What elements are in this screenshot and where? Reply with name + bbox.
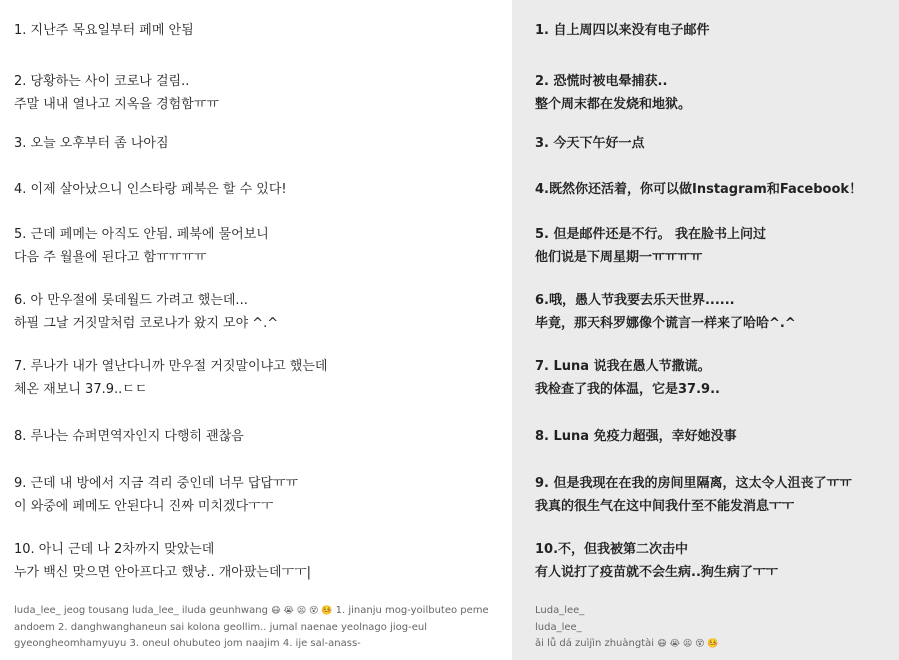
korean-item-4 (14, 178, 287, 201)
chinese-item-9 (535, 472, 852, 518)
korean-item-line: 6. 아 만우절에 롯데월드 가려고 했는데... (14, 293, 248, 308)
korean-item-line: 주말 내내 열나고 지옥을 경험함ㅠㅠ (14, 97, 219, 112)
chinese-item-4 (535, 178, 862, 201)
korean-item-line: 하필 그날 거짓말처럼 코로나가 왔지 모야 ^.^ (14, 316, 279, 331)
korean-item-line: 1. 지난주 목요일부터 페메 안됨 (14, 23, 194, 38)
korean-item-line: 누가 백신 맞으면 안아프다고 했냥.. 개아팠는데ㅜㅜ| (14, 565, 312, 580)
korean-item-line: 3. 오늘 오후부터 좀 나아짐 (14, 136, 169, 151)
chinese-item-line: 3. 今天下午好一点 (535, 136, 645, 151)
caption-username-2: luda_lee_ (535, 621, 582, 633)
chinese-item-line: 7. Luna 说我在愚人节撒谎。 (535, 359, 711, 374)
korean-item-line: 4. 이제 살아났으니 인스타랑 페북은 할 수 있다! (14, 182, 287, 197)
chinese-item-line: 我检查了我的体温，它是37.9.. (535, 382, 720, 397)
korean-item-line: 8. 루나는 슈퍼면역자인지 다행히 괜찮음 (14, 429, 244, 444)
chinese-item-line: 整个周末都在发烧和地狱。 (535, 97, 692, 112)
chinese-translation-panel (512, 0, 899, 660)
korean-item-line: 10. 아니 근데 나 2차까지 맞았는데 (14, 542, 215, 557)
korean-item-line: 체온 재보니 37.9..ㄷㄷ (14, 382, 148, 397)
korean-item-line: 2. 당황하는 사이 코로나 걸림.. (14, 74, 190, 89)
chinese-item-5 (535, 223, 766, 269)
korean-item-line: 이 와중에 페메도 안된다니 진짜 미치겠다ㅜㅜ (14, 499, 274, 514)
caption-username: Luda_lee_ (535, 605, 585, 616)
chinese-item-7 (535, 355, 720, 401)
korean-caption-names: luda_lee_ jeog tousang luda_lee_ iluda geunhwang (14, 605, 268, 616)
korean-romanization-caption (14, 603, 500, 653)
chinese-item-line: 我真的很生气在这中间我什至不能发消息ㅜㅜ (535, 499, 795, 514)
korean-caption-romanization: 1. jinanju mog-yoilbuteo peme andoem 2. danghwanghaneun sai kolona geollim.. jumal naenae yeolnago jiog-eul gyeongheomhamyuyu 3. oneul ohubuteo jom naajim 4. ije sal-anass- (14, 605, 489, 649)
korean-item-6 (14, 289, 278, 335)
chinese-item-line: 6.哦，愚人节我要去乐天世界...... (535, 293, 735, 308)
chinese-item-line: 2. 恐慌时被电晕捕获.. (535, 74, 668, 89)
korean-item-line: 9. 근데 내 방에서 지금 격리 중인데 너무 답답ㅠㅠ (14, 476, 299, 491)
chinese-item-2 (535, 70, 691, 116)
korean-item-line: 다음 주 월욜에 된다고 함ㅠㅠㅠㅠ (14, 250, 207, 265)
chinese-item-6 (535, 289, 796, 335)
chinese-caption (535, 603, 875, 653)
korean-item-10 (14, 538, 311, 584)
korean-item-3 (14, 132, 169, 155)
chinese-item-line: 毕竟，那天科罗娜像个谎言一样来了哈哈^.^ (535, 316, 796, 331)
sick-emoji-icons: 😷 😭 😫 😵 🤒 (271, 606, 333, 616)
chinese-item-line: 5. 但是邮件还是不行。 我在脸书上问过 (535, 227, 767, 242)
korean-item-line: 5. 근데 페메는 아직도 안됨. 페북에 물어보니 (14, 227, 269, 242)
caption-pinyin-status (535, 636, 875, 653)
chinese-item-3 (535, 132, 645, 155)
korean-item-1 (14, 19, 194, 42)
chinese-item-line: 10.不，但我被第二次击中 (535, 542, 689, 557)
korean-item-7 (14, 355, 327, 401)
chinese-item-line: 9. 但是我现在在我的房间里隔离，这太令人沮丧了ㅠㅠ (535, 476, 852, 491)
chinese-item-line: 4.既然你还活着，你可以做Instagram和Facebook！ (535, 182, 863, 197)
chinese-item-8 (535, 425, 737, 448)
korean-item-5 (14, 223, 269, 269)
chinese-item-line: 1. 自上周四以来没有电子邮件 (535, 23, 710, 38)
sick-emoji-icons: 😷 😭 😫 😵 🤒 (657, 639, 719, 649)
caption-pinyin-text: ǎi lǚ dá zuìjìn zhuàngtài (535, 638, 655, 649)
chinese-item-line: 8. Luna 免疫力超强，幸好她没事 (535, 429, 737, 444)
korean-item-8 (14, 425, 244, 448)
chinese-item-line: 有人说打了疫苗就不会生病..狗生病了ㅜㅜ (535, 565, 778, 580)
korean-item-2 (14, 70, 219, 116)
korean-item-line: 7. 루나가 내가 열난다니까 만우절 거짓말이냐고 했는데 (14, 359, 328, 374)
chinese-item-line: 他们说是下周星期一ㅠㅠㅠㅠ (535, 250, 703, 265)
chinese-item-10 (535, 538, 778, 584)
korean-item-9 (14, 472, 298, 518)
chinese-item-1 (535, 19, 710, 42)
